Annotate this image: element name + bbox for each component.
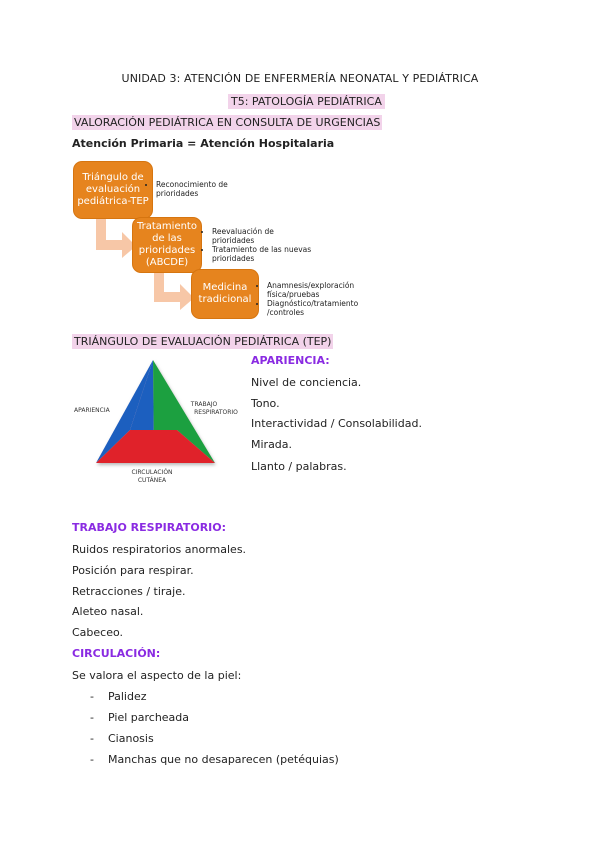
diagram-box-tratamiento-label: Tratamiento de las prioridades (ABCDE) xyxy=(137,221,197,268)
apariencia-item: Mirada. xyxy=(251,438,293,451)
apariencia-item: Nivel de conciencia. xyxy=(251,376,362,389)
circulacion-heading: CIRCULACIÓN: xyxy=(72,647,161,660)
diagram-box-medicina-label: Medicina tradicional xyxy=(198,282,252,305)
triangle-label-circulacion: CIRCULACIÓN xyxy=(131,469,173,476)
section-title-valoracion: VALORACIÓN PEDIÁTRICA EN CONSULTA DE URGENCIAS xyxy=(74,116,381,129)
trabajo-item: Aleteo nasal. xyxy=(72,605,144,618)
bullet-item: • Tratamiento de las nuevas prioridades xyxy=(212,245,312,263)
section-subtitle: Atención Primaria = Atención Hospitalaria xyxy=(72,137,335,150)
circulacion-item: Manchas que no desaparecen (petéquias) xyxy=(108,753,339,766)
triangle-label-respiratorio: RESPIRATORIO xyxy=(194,409,238,416)
dash-marker: - xyxy=(90,732,94,745)
bullet-item: • Reconocimiento de prioridades xyxy=(156,180,246,198)
dash-marker: - xyxy=(90,690,94,703)
apariencia-item: Interactividad / Consolabilidad. xyxy=(251,417,422,430)
circulacion-item: Cianosis xyxy=(108,732,154,745)
circulacion-intro: Se valora el aspecto de la piel: xyxy=(72,669,242,682)
apariencia-heading: APARIENCIA: xyxy=(251,354,330,367)
tep-triangle xyxy=(70,356,245,488)
trabajo-heading: TRABAJO RESPIRATORIO: xyxy=(72,521,227,534)
circulacion-item: Palidez xyxy=(108,690,147,703)
diagram-bullets-tep xyxy=(146,180,246,198)
topic-title: T5: PATOLOGÍA PEDIÁTRICA xyxy=(228,94,385,109)
trabajo-item: Ruidos respiratorios anormales. xyxy=(72,543,247,556)
trabajo-item: Posición para respirar. xyxy=(72,564,194,577)
bullet-item: • Reevaluación de prioridades xyxy=(212,227,312,245)
bullet-item: • Anamnesis/exploración física/pruebas xyxy=(267,281,367,299)
triangle-label-trabajo: TRABAJO xyxy=(190,401,218,408)
triangle-label-cutanea: CUTÁNEA xyxy=(137,477,167,484)
diagram-box-tep-label: Triángulo de evaluación pediátrica-TEP xyxy=(77,172,149,207)
dash-marker: - xyxy=(90,711,94,724)
apariencia-item: Llanto / palabras. xyxy=(251,460,347,473)
diagram-box-tratamiento xyxy=(133,218,201,272)
dash-marker: - xyxy=(90,753,94,766)
diagram-bullets-tratamiento xyxy=(202,227,312,263)
unit-title: UNIDAD 3: ATENCIÓN DE ENFERMERÍA NEONATAL Y PEDIÁTRICA xyxy=(121,72,479,85)
circulacion-item: Piel parcheada xyxy=(108,711,190,724)
diagram-box-medicina xyxy=(192,270,258,318)
apariencia-item: Tono. xyxy=(251,397,280,410)
section-title-tep: TRIÁNGULO DE EVALUACIÓN PEDIÁTRICA (TEP) xyxy=(74,335,332,348)
trabajo-item: Cabeceo. xyxy=(72,626,124,639)
triangle-label-apariencia: APARIENCIA xyxy=(74,407,110,414)
bullet-item: • Diagnóstico/tratamiento /controles xyxy=(267,299,367,317)
diagram-bullets-medicina xyxy=(257,281,367,317)
trabajo-item: Retracciones / tiraje. xyxy=(72,585,186,598)
diagram-box-tep xyxy=(74,162,152,218)
